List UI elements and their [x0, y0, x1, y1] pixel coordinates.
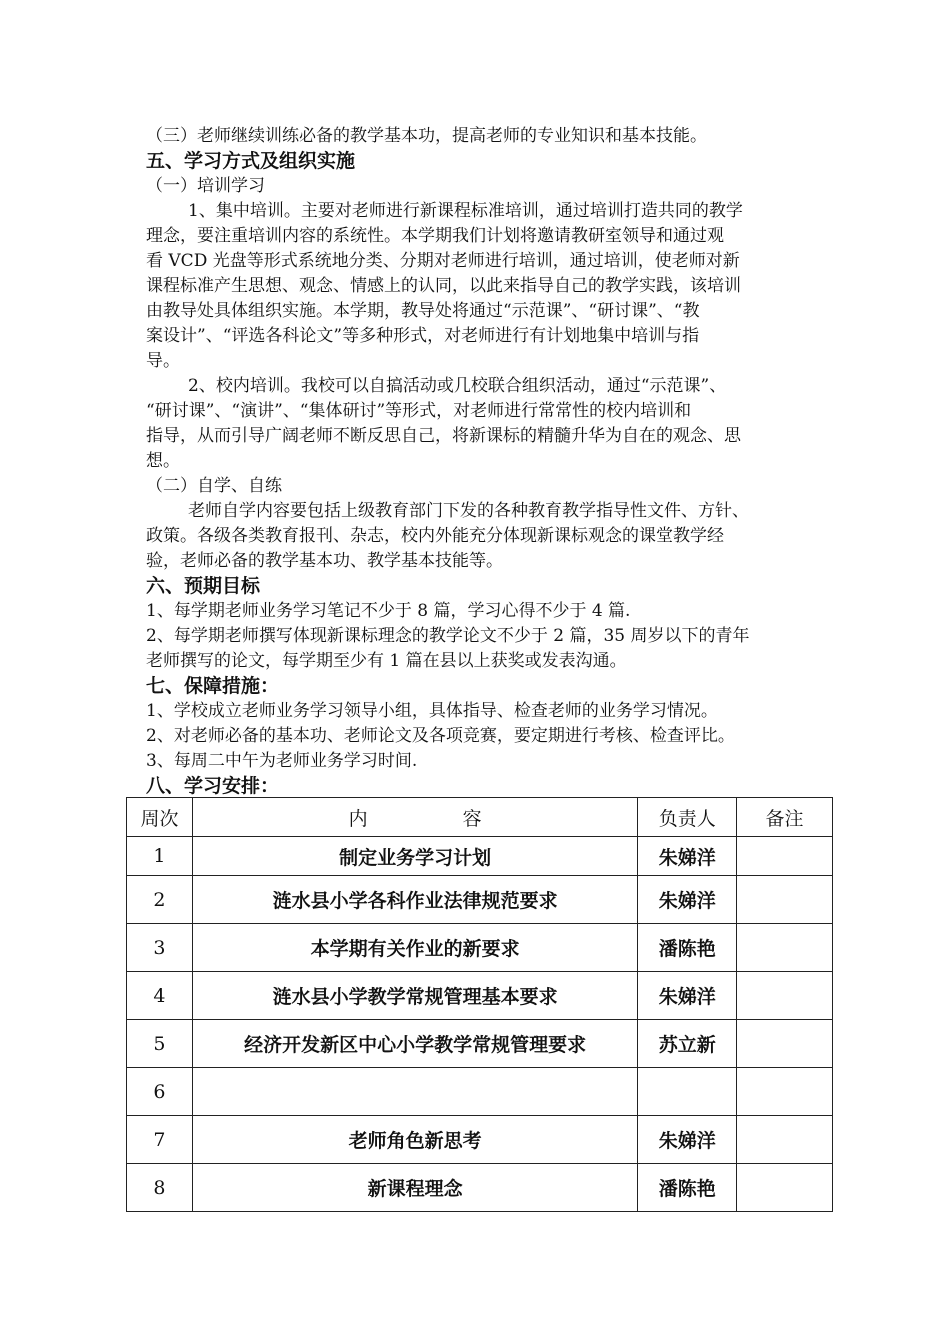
- cell-content: 涟水县小学各科作业法律规范要求: [192, 876, 637, 924]
- subheading-self-study: （二）自学、自练: [146, 476, 282, 496]
- header-person: 负责人: [638, 798, 737, 837]
- document-body: [146, 124, 826, 799]
- cell-content: 经济开发新区中心小学教学常规管理要求: [192, 1020, 637, 1068]
- table-row: [127, 1068, 833, 1116]
- cell-person: 朱娣洋: [638, 972, 737, 1020]
- cell-person: 苏立新: [638, 1020, 737, 1068]
- table-row: [127, 1020, 833, 1068]
- paragraph-line: 验，老师必备的教学基本功、教学基本技能等。: [146, 551, 503, 571]
- cell-week: 1: [127, 837, 193, 876]
- cell-week: 6: [127, 1068, 193, 1116]
- cell-person: 潘陈艳: [638, 924, 737, 972]
- paragraph-line: 案设计”、“评选各科论文”等多种形式，对老师进行有计划地集中培训与指: [146, 326, 700, 346]
- goal-line: 1、每学期老师业务学习笔记不少于 8 篇，学习心得不少于 4 篇.: [146, 601, 631, 621]
- schedule-table: [126, 797, 833, 1212]
- paragraph-line: 老师自学内容要包括上级教育部门下发的各种教育教学指导性文件、方针、: [188, 501, 749, 521]
- cell-week: 2: [127, 876, 193, 924]
- cell-person: 朱娣洋: [638, 837, 737, 876]
- paragraph-line: “研讨课”、“演讲”、“集体研讨”等形式，对老师进行常常性的校内培训和: [146, 401, 692, 421]
- subheading-training: （一）培训学习: [146, 176, 265, 196]
- table-row: [127, 1116, 833, 1164]
- table-header-row: [127, 798, 833, 837]
- cell-week: 3: [127, 924, 193, 972]
- table-row: [127, 972, 833, 1020]
- cell-content: 涟水县小学教学常规管理基本要求: [192, 972, 637, 1020]
- table-row: [127, 837, 833, 876]
- header-content: [192, 798, 637, 837]
- header-note: 备注: [737, 798, 833, 837]
- paragraph-line: 课程标准产生思想、观念、情感上的认同，以此来指导自己的教学实践，该培训: [146, 276, 741, 296]
- table-body: [127, 837, 833, 1212]
- paragraph-line: 导。: [146, 351, 180, 371]
- goal-line: 2、每学期老师撰写体现新课标理念的教学论文不少于 2 篇，35 周岁以下的青年: [146, 626, 750, 646]
- cell-week: 4: [127, 972, 193, 1020]
- paragraph-line: 由教导处具体组织实施。本学期，教导处将通过“示范课”、“研讨课”、“教: [146, 301, 700, 321]
- intro-line: （三）老师继续训练必备的教学基本功，提高老师的专业知识和基本技能。: [146, 126, 707, 146]
- measure-line: 1、学校成立老师业务学习领导小组，具体指导、检查老师的业务学习情况。: [146, 701, 718, 721]
- paragraph-line: 政策。各级各类教育报刊、杂志，校内外能充分体现新课标观念的课堂教学经: [146, 526, 724, 546]
- cell-content: 本学期有关作业的新要求: [192, 924, 637, 972]
- section-heading-8: 八、学习安排：: [146, 775, 280, 797]
- cell-note: [737, 1068, 833, 1116]
- paragraph-line: 1、集中培训。主要对老师进行新课程标准培训，通过培训打造共同的教学: [188, 201, 743, 221]
- cell-week: 5: [127, 1020, 193, 1068]
- cell-person: [638, 1068, 737, 1116]
- paragraph-line: 理念，要注重培训内容的系统性。本学期我们计划将邀请教研室领导和通过观: [146, 226, 724, 246]
- cell-week: 7: [127, 1116, 193, 1164]
- cell-note: [737, 1116, 833, 1164]
- section-heading-7: 七、保障措施：: [146, 675, 280, 697]
- section-heading-5: 五、学习方式及组织实施: [146, 150, 356, 172]
- paragraph-line: 想。: [146, 451, 180, 471]
- measure-line: 3、每周二中午为老师业务学习时间.: [146, 751, 418, 771]
- paragraph-line: 2、校内培训。我校可以自搞活动或几校联合组织活动，通过“示范课”、: [188, 376, 727, 396]
- table-row: [127, 924, 833, 972]
- table-row: [127, 876, 833, 924]
- goal-line: 老师撰写的论文，每学期至少有 1 篇在县以上获奖或发表沟通。: [146, 651, 627, 671]
- cell-note: [737, 876, 833, 924]
- cell-content: 老师角色新思考: [192, 1116, 637, 1164]
- cell-note: [737, 1020, 833, 1068]
- cell-person: 潘陈艳: [638, 1164, 737, 1212]
- cell-note: [737, 837, 833, 876]
- table-row: [127, 1164, 833, 1212]
- cell-week: 8: [127, 1164, 193, 1212]
- cell-note: [737, 1164, 833, 1212]
- section-heading-6: 六、预期目标: [146, 575, 261, 597]
- paragraph-line: 看 VCD 光盘等形式系统地分类、分期对老师进行培训，通过培训，使老师对新: [146, 251, 740, 271]
- cell-note: [737, 972, 833, 1020]
- header-content-label: 内 容: [348, 807, 482, 830]
- cell-note: [737, 924, 833, 972]
- cell-content: 新课程理念: [192, 1164, 637, 1212]
- header-week: 周次: [127, 798, 193, 837]
- cell-content: 制定业务学习计划: [192, 837, 637, 876]
- cell-person: 朱娣洋: [638, 1116, 737, 1164]
- cell-person: 朱娣洋: [638, 876, 737, 924]
- paragraph-line: 指导，从而引导广阔老师不断反思自己，将新课标的精髓升华为自在的观念、思: [146, 426, 741, 446]
- measure-line: 2、对老师必备的基本功、老师论文及各项竞赛，要定期进行考核、检查评比。: [146, 726, 735, 746]
- cell-content: [192, 1068, 637, 1116]
